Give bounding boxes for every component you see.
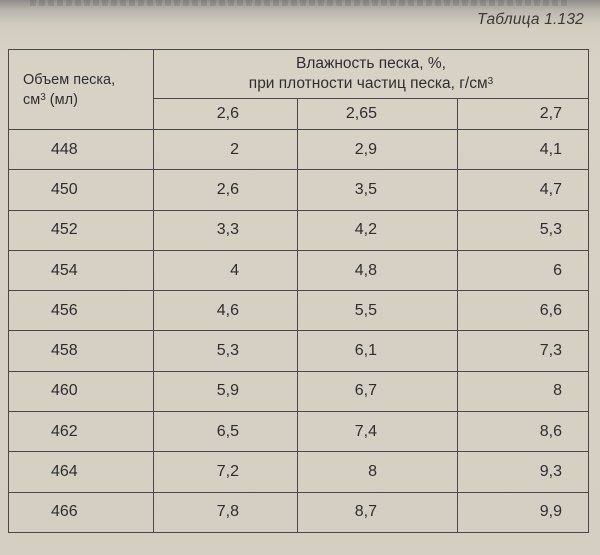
table-row: [9, 371, 589, 411]
moisture-cell: 5,3: [458, 210, 589, 250]
volume-cell: 458: [9, 331, 154, 371]
moisture-cell: 9,9: [458, 492, 589, 532]
moisture-cell: 6,1: [298, 331, 458, 371]
moisture-cell: 6,6: [458, 291, 589, 331]
moisture-cell: 5,5: [298, 291, 458, 331]
moisture-cell: 2,6: [154, 170, 298, 210]
volume-cell: 454: [9, 250, 154, 290]
moisture-cell: 8,7: [298, 492, 458, 532]
density-cell: 2,6: [154, 99, 298, 130]
moisture-cell: 4,1: [458, 130, 589, 170]
moisture-cell: 4,8: [298, 250, 458, 290]
moisture-cell: 7,4: [298, 412, 458, 452]
moisture-cell: 8: [458, 371, 589, 411]
table-row: [9, 210, 589, 250]
moisture-cell: 7,2: [154, 452, 298, 492]
moisture-cell: 3,3: [154, 210, 298, 250]
volume-cell: 456: [9, 291, 154, 331]
moisture-cell: 4,7: [458, 170, 589, 210]
density-cell: 2,65: [298, 99, 458, 130]
header-row: [9, 50, 589, 99]
moisture-header: Влажность песка, %, при плотности частиц песка, $г/см^3$: [154, 50, 589, 99]
moisture-cell: 5,9: [154, 371, 298, 411]
volume-header: Объем песка, $см^3$ (мл): [9, 50, 154, 130]
volume-cell: 466: [9, 492, 154, 532]
table-caption: Таблица 1.132: [477, 11, 584, 28]
moisture-cell: 6,7: [298, 371, 458, 411]
volume-cell: 452: [9, 210, 154, 250]
volume-cell: 450: [9, 170, 154, 210]
moisture-cell: 7,3: [458, 331, 589, 371]
moisture-cell: 5,3: [154, 331, 298, 371]
volume-cell: 448: [9, 130, 154, 170]
moisture-cell: 4: [154, 250, 298, 290]
moisture-cell: 8: [298, 452, 458, 492]
moisture-cell: 2,9: [298, 130, 458, 170]
table-row: [9, 170, 589, 210]
table-row: [9, 331, 589, 371]
volume-cell: 462: [9, 412, 154, 452]
table-row: [9, 492, 589, 532]
moisture-cell: 6: [458, 250, 589, 290]
table-row: [9, 452, 589, 492]
moisture-cell: 9,3: [458, 452, 589, 492]
volume-cell: 460: [9, 371, 154, 411]
moisture-cell: 4,2: [298, 210, 458, 250]
moisture-cell: 3,5: [298, 170, 458, 210]
density-cell: 2,7: [458, 99, 589, 130]
cropped-text-above: [30, 0, 570, 6]
moisture-cell: 7,8: [154, 492, 298, 532]
moisture-cell: 6,5: [154, 412, 298, 452]
table-row: [9, 412, 589, 452]
sand-moisture-table: [8, 49, 589, 533]
table-row: [9, 130, 589, 170]
moisture-cell: 2: [154, 130, 298, 170]
moisture-cell: 8,6: [458, 412, 589, 452]
table-row: [9, 250, 589, 290]
moisture-cell: 4,6: [154, 291, 298, 331]
table-row: [9, 291, 589, 331]
volume-cell: 464: [9, 452, 154, 492]
